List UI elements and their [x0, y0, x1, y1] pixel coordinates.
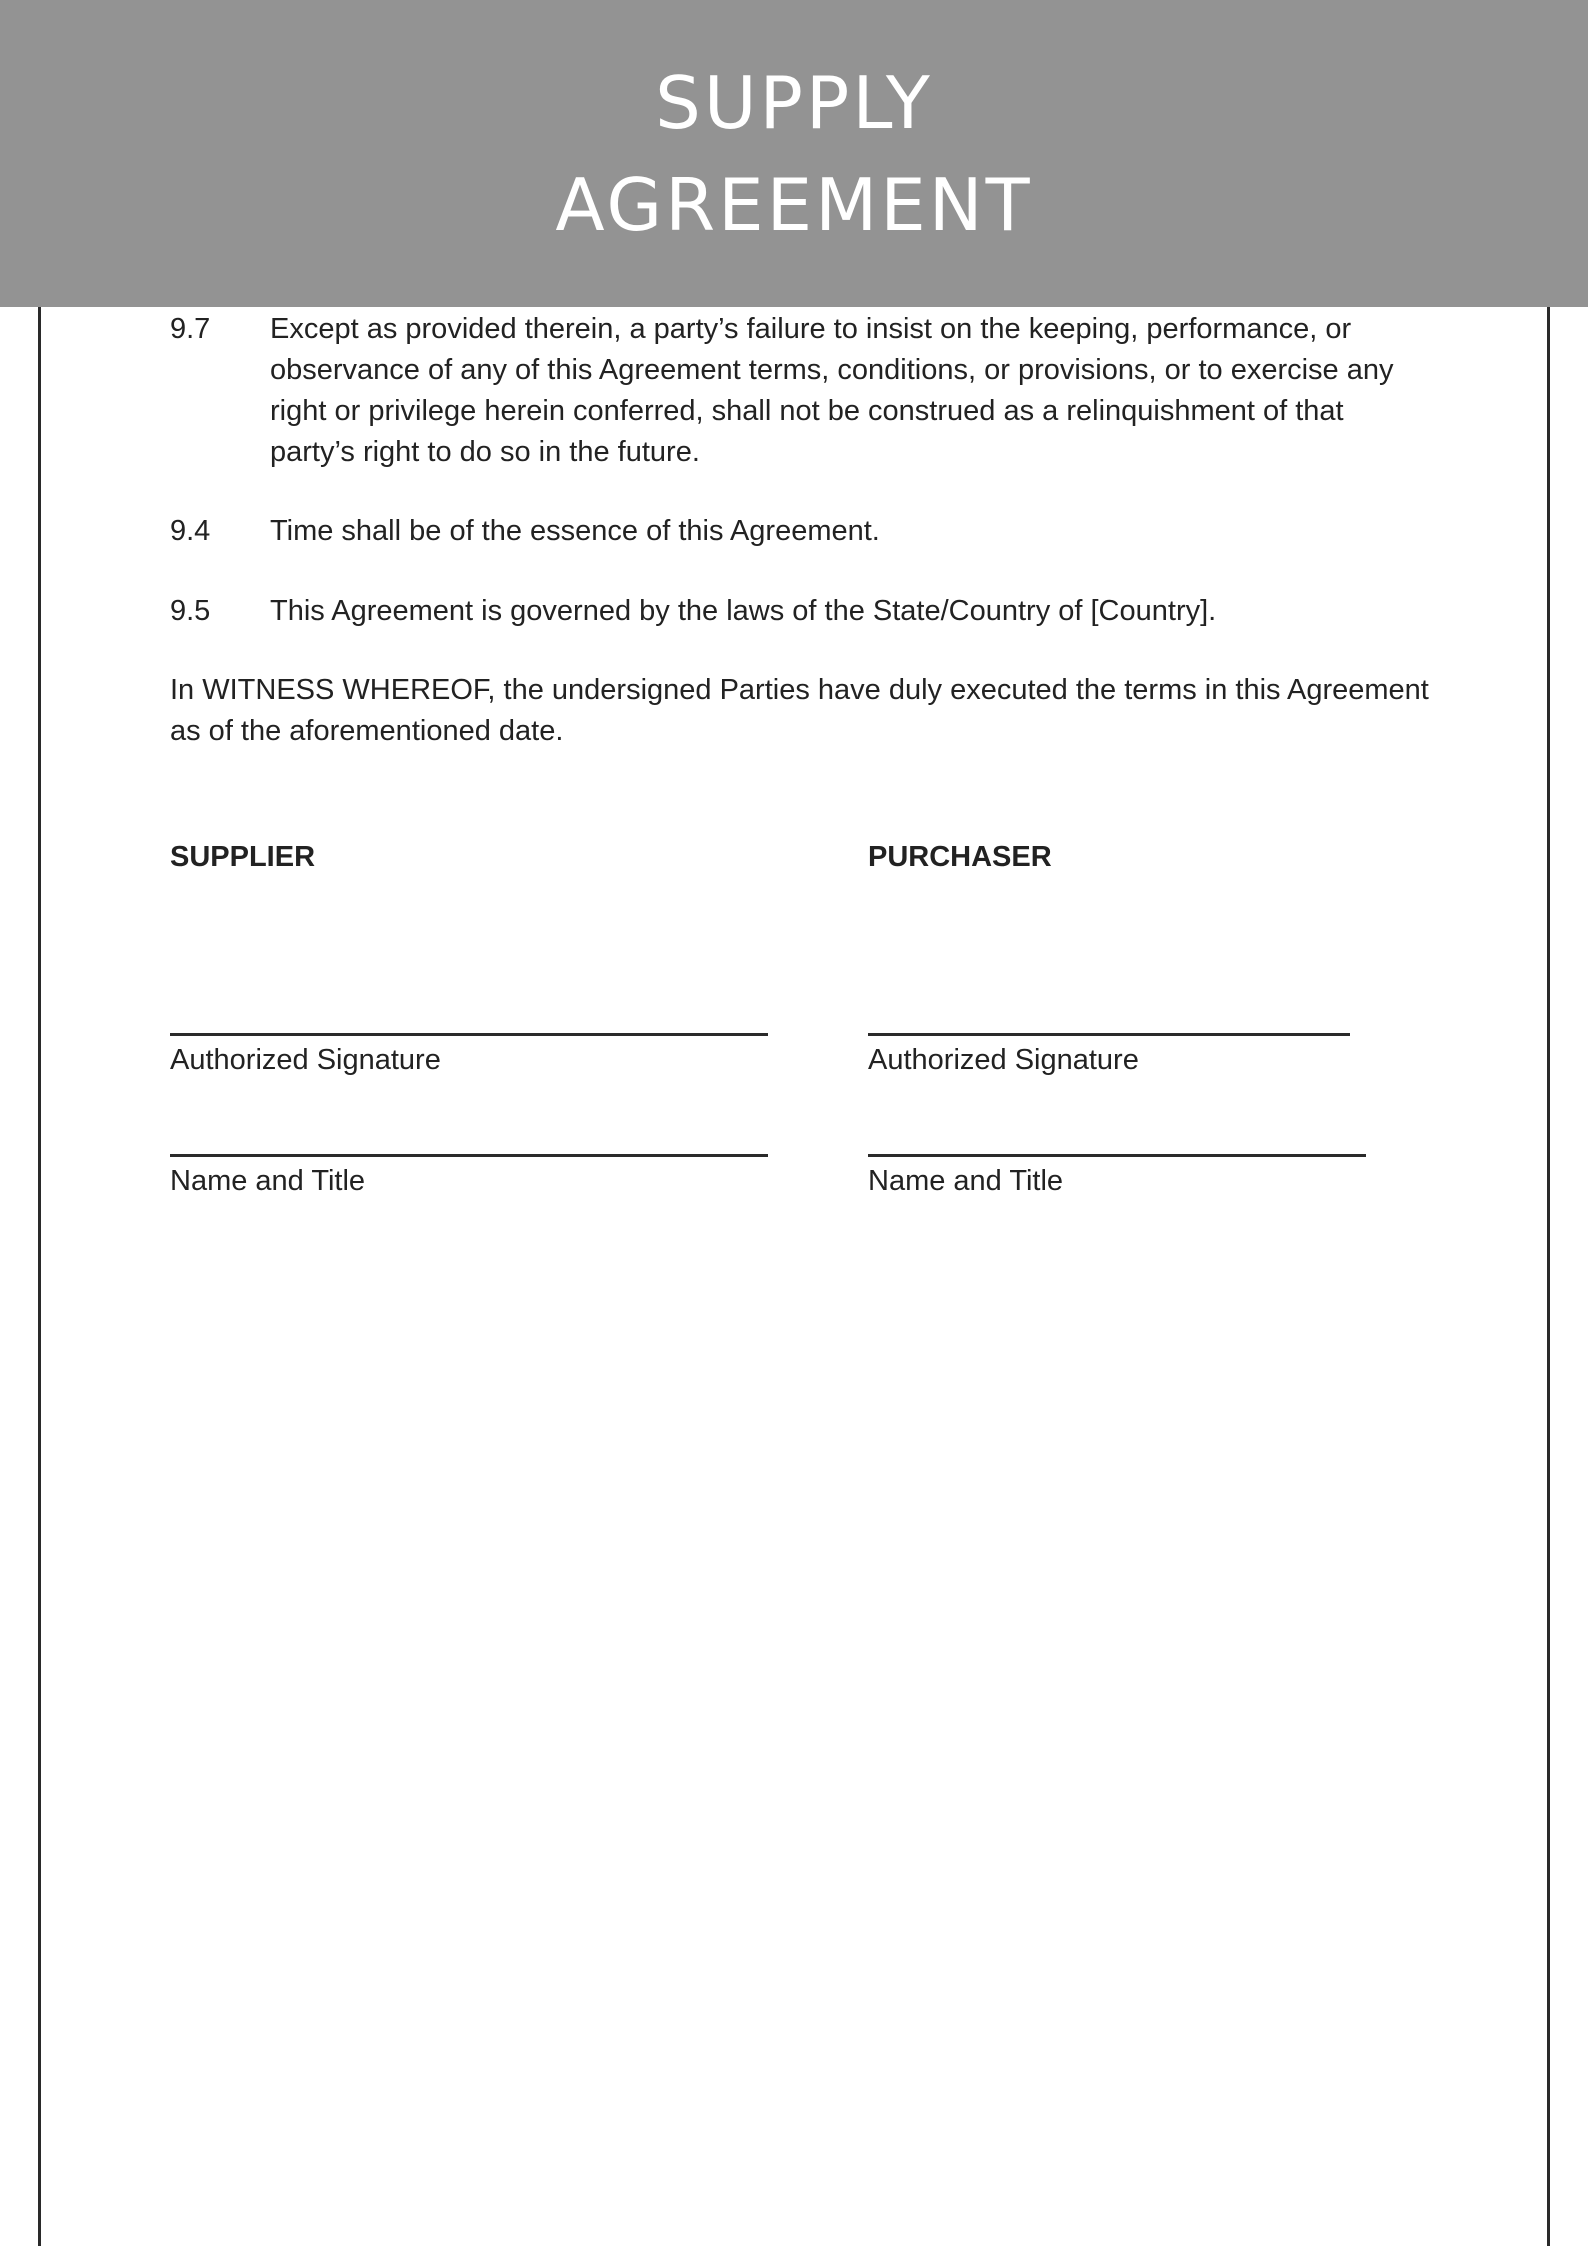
purchaser-signature-label: Authorized Signature: [868, 1044, 1139, 1076]
clause-9-5: [170, 591, 1430, 632]
clause-text: This Agreement is governed by the laws of the State/Country of [Country].: [270, 595, 1217, 627]
clause-number: 9.7: [170, 313, 211, 345]
supplier-name-label: Name and Title: [170, 1165, 366, 1197]
clause-9-7: [170, 309, 1430, 473]
witness-paragraph: In WITNESS WHEREOF, the undersigned Parties have duly executed the terms in this Agreement as of the aforementioned date.: [170, 674, 1429, 747]
purchaser-name-label: Name and Title: [868, 1165, 1064, 1197]
purchaser-heading: PURCHASER: [868, 841, 1052, 873]
clause-text: Time shall be of the essence of this Agreement.: [270, 515, 880, 547]
supplier-name-line: [170, 1154, 768, 1157]
clause-9-4: [170, 511, 1430, 552]
banner-title-line-1: SUPPLY: [655, 60, 933, 145]
clause-number: 9.5: [170, 595, 211, 627]
purchaser-name-line: [868, 1154, 1366, 1157]
title-banner: [0, 0, 1588, 307]
supplier-signature-line: [170, 1033, 768, 1036]
document-border-right: [1547, 300, 1550, 2246]
clause-text: Except as provided therein, a party’s failure to insist on the keeping, performance, or observance of any of this Agreement terms, conditions, or provisions, or to exercise any right or privilege herein conferred, shall not be construed as a relinquishment of that party’s right to do so in the future.: [270, 313, 1394, 468]
document-border-left: [38, 300, 41, 2246]
supplier-heading: SUPPLIER: [170, 841, 316, 873]
clause-number: 9.4: [170, 515, 211, 547]
banner-title-line-2: AGREEMENT: [555, 162, 1033, 247]
purchaser-signature-line: [868, 1033, 1350, 1036]
supplier-signature-label: Authorized Signature: [170, 1044, 441, 1076]
